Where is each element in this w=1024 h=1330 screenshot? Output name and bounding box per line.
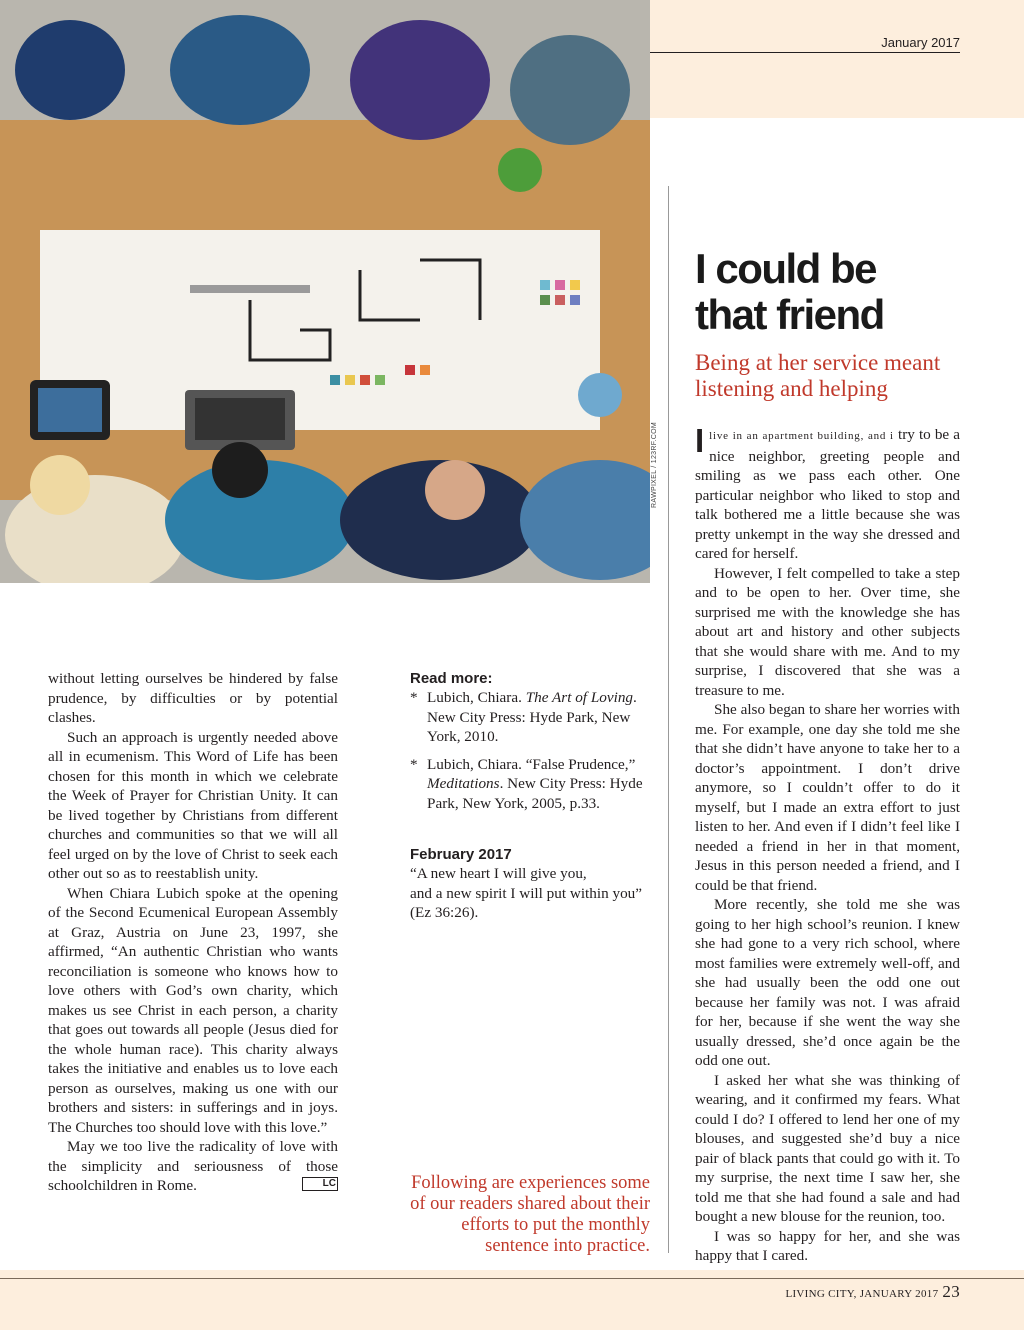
next-month-section	[410, 845, 650, 923]
reference-text: . New City Press: Hyde Park, New York, 2005, p.33.	[427, 775, 643, 812]
reference-item	[410, 755, 650, 814]
experiences-intro: Following are experiences some of our readers shared about their efforts to put the monthly sentence into practice.	[410, 1173, 650, 1256]
reference-text: . New City Press: Hyde Park, New York, 2010.	[427, 689, 637, 745]
photo-illustration	[0, 0, 650, 583]
article-paragraph: I was so happy for her, and she was happy that I cared.	[695, 1227, 960, 1264]
column-paragraph: without letting ourselves be hindered by false prudence, by difficulties or by potential clashes.	[48, 670, 338, 726]
column-paragraph: Such an approach is urgently needed above all in ecumenism. This Word of Life has been chosen for this month in which we celebrate the Week of Prayer for Christian Unity. It can be lived together by Christians from different churches and communities so that we will all feel urged on by the love of Christ to seek each other out so as to reestablish unity.	[48, 728, 338, 882]
reference-title: Meditations	[427, 775, 500, 792]
lead-in-smallcaps: live in an apartment building, and i	[709, 430, 894, 442]
article-headline	[695, 246, 995, 338]
article-paragraph: I asked her what she was thinking of wearing, and it confirmed my fears. What could I do? I offered to lend her one of my blouses, and suggested she’d buy a nice pair of black pants that could go with it. To my surprise, the next time I saw her, she told me that she had found a sale and had bought a new blouse for the reunion, too.	[695, 1071, 960, 1225]
paragraph-text: try to be a nice neighbor, greeting people and smiling as we pass each other. One particular neighbor who liked to stop and talk bothered me a little because she was pretty unkempt in the way she dressed and cared for herself.	[695, 426, 960, 562]
next-month-heading: February 2017	[410, 846, 512, 863]
publication-name: LIVING CITY, JANUARY 2017	[785, 1288, 939, 1300]
reference-text: Lubich, Chiara.	[427, 689, 526, 706]
article-paragraph	[695, 422, 960, 564]
reference-bullet: *	[410, 755, 418, 773]
word-of-life-column	[48, 669, 338, 1196]
photo-credit: RAWPIXEL / 123RF.COM	[651, 421, 658, 508]
column-paragraph: When Chiara Lubich spoke at the opening of the Second Ecumenical European Assembly at Graz, Austria on June 23, 1997, she affirmed, “An authentic Christian who wants reconciliation is someone who knows how to love others with God’s own charity, which makes us see Christ in each person, a charity that goes out towards all people (Jesus died for the whole human race). This charity always takes the initiative and enables us to love each person as ourselves, making us one with our brothers and sisters: in sufferings and in joys. The Churches too should love with this love.”	[48, 884, 338, 1136]
article-paragraph: However, I felt compelled to take a step and to be open to her. Over time, she surprised me with the knowledge she has about art and history and other subjects that she would share with me. And to my surprise, I discovered that she was a treasure to me.	[695, 564, 960, 699]
quote-line: and a new spirit I will put within you”	[410, 884, 642, 902]
issue-date: January 2017	[881, 35, 960, 50]
headline-line-2: that friend	[695, 291, 884, 338]
article-paragraph: More recently, she told me she was going to her high school’s reunion. I knew she had gone to a very rich school, where most families were extremely well-off, and she had usually been the odd one out because her family was not. I was afraid for her, because if she went the way she usually dressed, she’d once again be the odd one out.	[695, 896, 960, 1069]
article-paragraph: She also began to share her worries with me. For example, one day she told me she that she didn’t have anyone to take her to a doctor’s appointment. I don’t drive anymore, so I couldn’t offer to do it myself, but I made an extra effort to just listen to her. And even if I didn’t feel like I needed a friend in her in that moment, Jesus in this person needed a friend, and I could be that friend.	[695, 701, 960, 894]
drop-cap: I	[695, 422, 705, 459]
article-body	[695, 422, 960, 1285]
team-meeting-photo	[0, 0, 650, 583]
lc-end-mark-icon: LC	[302, 1177, 338, 1191]
quote-line: “A new heart I will give you,	[410, 865, 587, 882]
footer-rule	[0, 1278, 1024, 1279]
quote-citation: (Ez 36:26).	[410, 904, 479, 921]
reference-text: Lubich, Chiara. “False Prudence,”	[427, 755, 636, 773]
article-dek: Being at her service meant listening and helping	[695, 350, 941, 401]
page-footer	[660, 1282, 960, 1302]
headline-line-1: I could be	[695, 245, 877, 292]
header-rule	[650, 52, 960, 53]
read-more-section	[410, 669, 650, 821]
page-number: 23	[942, 1282, 960, 1301]
paragraph-text: May we too live the radicality of love with the simplicity and seriousness of those schoolchildren in Rome.	[48, 1138, 338, 1194]
reference-bullet: *	[410, 689, 418, 706]
reference-title: The Art of Loving	[525, 689, 634, 706]
column-paragraph	[48, 1137, 338, 1196]
reference-item	[410, 688, 650, 747]
read-more-heading: Read more:	[410, 670, 493, 687]
column-rule	[668, 186, 669, 1253]
